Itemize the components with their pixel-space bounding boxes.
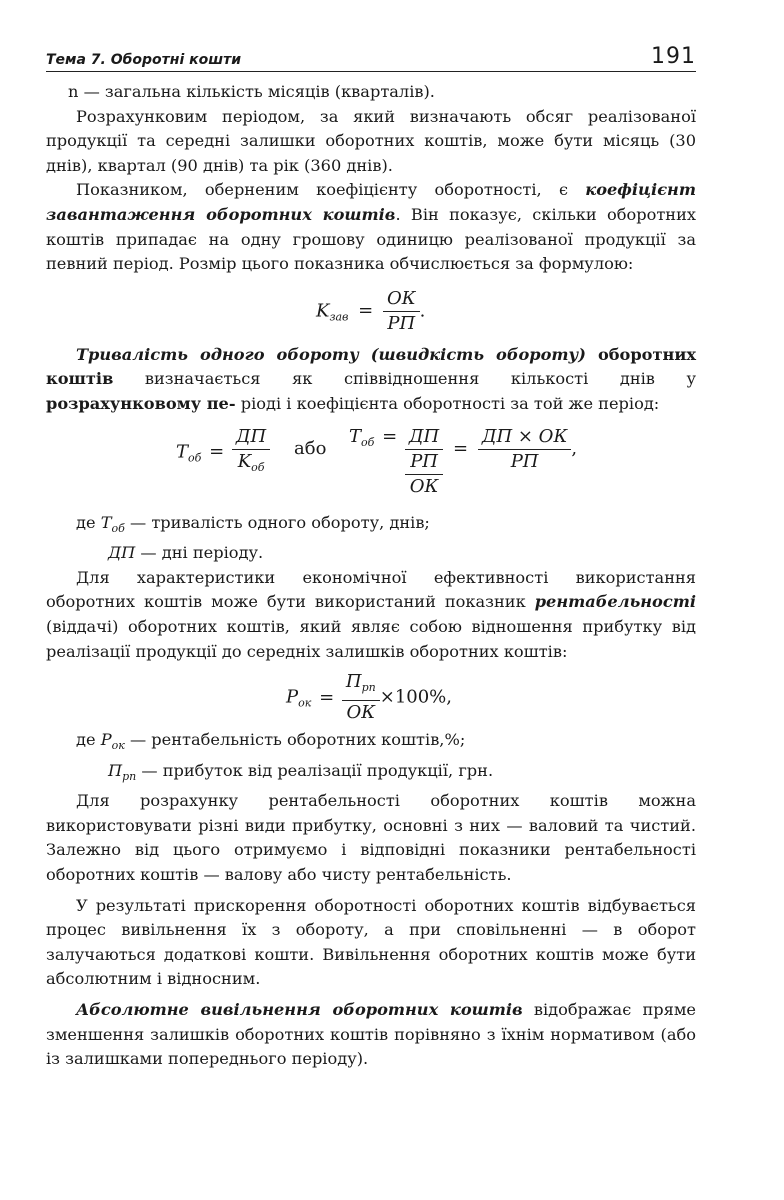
f2-den-3: РП (510, 450, 539, 472)
f2-den-2-num: РП (405, 450, 443, 475)
f2-lhs-2-sub: об (361, 435, 375, 449)
term-load-coefficient: коефіцієнт завантаження оборотних коштів (46, 180, 696, 224)
f2-den-1-sub: об (251, 460, 265, 474)
def-sym-t-sub: об (111, 521, 125, 535)
term-profitability: рентабельності (534, 592, 696, 612)
def-text-t: — тривалість одного обороту, днів; (124, 512, 430, 532)
p3-text-c: ріоді і коефіцієнта оборотності за той же період: (240, 393, 660, 413)
f2-or: або (294, 437, 327, 459)
def-sym-p: P (100, 730, 112, 750)
def-sym-pr: П (108, 760, 123, 780)
formula-turnover-duration: $T_{об}$ = $\frac{ДП}{K_{об}}$ або $T_{об}$ = ДП РП ОК = $\frac{ДП \times ОК}{РП}$ , (176, 425, 578, 497)
f1-numerator: ОК (383, 287, 420, 312)
def-de-2: де (76, 730, 96, 750)
page-body (46, 80, 696, 1072)
paragraph-5: Для розрахунку рентабельності оборотних коштів можна використовувати різні види прибутку, основні з них — валовий та чистий. Залежно від цього отримуємо і відповідні показники рентабельності оборотних коштів — валову або чисту рентабельність. (46, 791, 696, 885)
f2-fraction-2 (405, 425, 443, 499)
f2-lhs: T (176, 441, 189, 463)
f2-fraction-1 (232, 425, 270, 480)
f2-den-2 (405, 450, 443, 499)
formula-profitability: $P_{ок}$ = $\frac{П_{рп}}{ОК}$ ×100%, (286, 671, 452, 724)
p4-text-b: (віддачі) оборотних коштів, який являє собою відношення прибутку від реалізації продукції до середніх залишків оборотних коштів: (46, 616, 696, 661)
paragraph-7 (46, 998, 696, 1072)
f3-fraction (342, 670, 380, 725)
f2-fraction-3 (478, 425, 572, 474)
def-turnover-duration (46, 511, 696, 542)
p7-text-b: відображає пряме зменшення залишків оборотних коштів порівняно з їхнім нормативом (або із залишками попереднього періоду). (46, 1000, 696, 1069)
f3-lhs-sub: ок (298, 696, 312, 710)
def-profit (46, 759, 696, 790)
f2-den-1-sym: K (237, 450, 252, 472)
paragraph-3 (46, 343, 696, 417)
p4-text-a: Для характеристики економічної ефективності використання оборотних коштів може бути використаний показник (46, 567, 696, 612)
formula-3-definitions (46, 728, 696, 789)
f2-num-1: ДП (232, 425, 270, 450)
page-number: 191 (651, 44, 696, 69)
f1-lhs-sub: зав (329, 310, 349, 324)
f3-num-sub: рп (361, 681, 376, 695)
f3-numerator (342, 670, 380, 701)
f3-num-sym: П (345, 671, 362, 693)
p3-text-b: визначається як співвідношення кількості днів у (113, 369, 696, 389)
def-text-pr: — прибуток від реалізації продукції, грн. (136, 760, 494, 780)
def-period-days (46, 541, 696, 566)
term-absolute-release: Абсолютне вивільнення оборотних коштів (76, 1000, 523, 1020)
definition-n-text: n — загальна кількість місяців (кварталів). (68, 82, 435, 101)
p3-bold-b: розрахунковому пе- (46, 393, 236, 413)
def-sym-t: T (100, 512, 112, 532)
f2-lhs-sub: об (188, 451, 202, 465)
f3-denominator: ОК (346, 702, 376, 724)
def-profitability (46, 728, 696, 759)
definition-n (46, 80, 696, 105)
p2-text-b: . Він показує, скільки оборотних коштів припадає на одну грошову одиницю реалізованої продукції за певний період. Розмір цього показника обчислюється за формулою: (46, 204, 696, 274)
term-turnover-duration: Тривалість одного обороту (швидкість обороту) (76, 344, 586, 364)
f2-den-2-den: ОК (409, 475, 439, 497)
paragraph-6: У результаті прискорення оборотності оборотних коштів відбувається процес вивільнення їх з обороту, а при сповільненні — в оборот залучаються додаткові кошти. Вивільнення оборотних коштів може бути абсолютним і відносним. (46, 895, 696, 989)
def-sym-pr-sub: рп (122, 769, 137, 783)
f2-den-1 (232, 450, 270, 480)
f2-num-3: ДП × ОК (478, 425, 572, 450)
f2-num-2: ДП (405, 425, 443, 450)
f1-fraction (383, 287, 420, 336)
f1-denominator: РП (387, 312, 416, 334)
page-header (46, 44, 696, 74)
formula-load-coefficient: $K_{зав}$ = $\frac{ОК}{РП}$ . (316, 287, 426, 334)
f3-lhs: P (286, 686, 299, 708)
paragraph-2 (46, 178, 696, 276)
chapter-title: Тема 7. Оборотні кошти (46, 52, 242, 68)
def-sym-p-sub: ок (111, 739, 125, 753)
paragraph-1: Розрахунковим періодом, за який визначають обсяг реалізованої продукції та середні залишки оборотних коштів, може бути місяць (30 днів), квартал (90 днів) та рік (360 днів). (46, 106, 696, 175)
def-de-1: де (76, 512, 96, 532)
f3-tail: ×100%, (379, 686, 452, 708)
paragraph-4 (46, 566, 696, 664)
f1-lhs: K (316, 300, 330, 322)
def-sym-dp: ДП (108, 543, 136, 563)
p3-bold-a: оборотних коштів (46, 344, 696, 389)
formula-2-definitions (46, 511, 696, 566)
def-text-p: — рентабельність оборотних коштів,%; (124, 730, 466, 750)
header-rule (46, 71, 696, 72)
p2-text-a: Показником, оберненим коефіцієнту оборотності, є (76, 180, 586, 200)
f2-lhs-2: T (349, 425, 362, 447)
def-text-dp: — дні періоду. (135, 543, 264, 563)
